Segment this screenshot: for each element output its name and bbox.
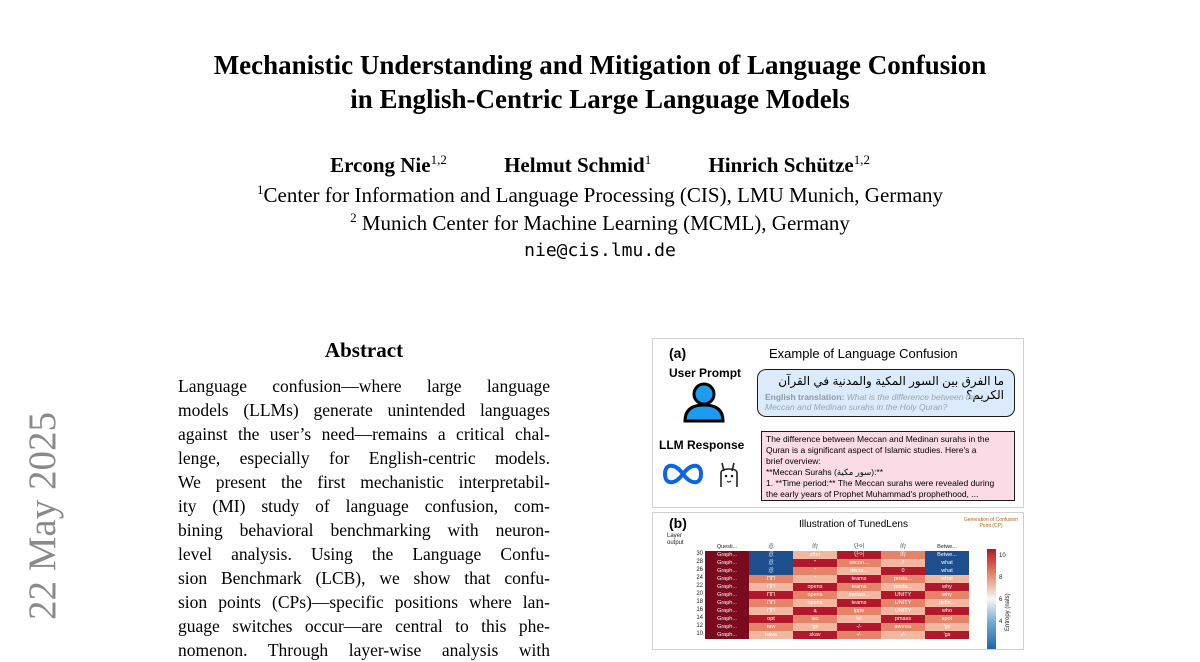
abstract-line: level analysis. Using the Language Confu-	[178, 544, 550, 564]
heatmap-cell: why	[925, 591, 969, 599]
user-icon	[681, 381, 727, 423]
heatmap-column-label: 意	[749, 543, 793, 551]
heatmap-cell: secon...	[837, 559, 881, 567]
heatmap-cell: 'gs	[925, 623, 969, 631]
heatmap-cell: -/-	[881, 631, 925, 639]
heatmap-cell: Graph...	[705, 631, 749, 639]
heatmap-column-label: 的	[881, 543, 925, 551]
heatmap-cell: spot	[925, 615, 969, 623]
author-2-affil: 1	[644, 152, 652, 167]
heatmap-row	[705, 591, 969, 599]
heatmap-cell: 'gs	[793, 623, 837, 631]
heatmap-cell: Betwe...	[925, 551, 969, 559]
heatmap-cell: "	[793, 559, 837, 567]
heatmap-cell: 意	[749, 559, 793, 567]
llm-response-label: LLM Response	[659, 438, 745, 452]
heatmap-row-label: 14	[696, 615, 703, 621]
heatmap-cell: 的	[881, 551, 925, 559]
heatmap-cell: ippe	[837, 607, 881, 615]
abstract-line: sion Benchmark (LCB), we show that confu-	[178, 568, 550, 588]
heatmap-cell: Graph...	[705, 615, 749, 623]
arxiv-date-stamp: 22 May 2025	[21, 412, 64, 620]
abstract-line: We present the first mechanistic interpretabil-	[178, 472, 550, 492]
heatmap-cell: what	[925, 567, 969, 575]
heatmap-column-label: Questi...	[705, 543, 749, 551]
paper-title	[0, 48, 1200, 116]
abstract-line: ity (MI) study of language confusion, com-	[178, 496, 550, 516]
heatmap-row	[705, 599, 969, 607]
colorbar-label: Entropy (nats)	[1005, 593, 1011, 631]
panel-b-title: Illustration of TunedLens	[799, 519, 908, 530]
affiliation-1-text: Center for Information and Language Processing (CIS), LMU Munich, Germany	[263, 183, 943, 207]
heatmap-row	[705, 615, 969, 623]
heatmap-cell: nava	[749, 631, 793, 639]
heatmap-row-label: 10	[696, 631, 703, 637]
heatmap-cell: Graph...	[705, 623, 749, 631]
abstract-line: against the user’s need—remains a critical chal-	[178, 424, 550, 444]
affiliation-2-text: Munich Center for Machine Learning (MCML), Germany	[356, 211, 850, 235]
heatmap-cell: Graph...	[705, 567, 749, 575]
heatmap-cell: who	[925, 607, 969, 615]
author-3	[708, 153, 870, 177]
figure-panel-b	[652, 512, 1024, 650]
arabic-prompt: ما الفرق بين السور المكية والمدنية في القرآن الكريم؟	[778, 374, 1004, 402]
colorbar-tick: 4	[999, 619, 1003, 625]
heatmap-row-label: 16	[696, 607, 703, 613]
colorbar-tick: 10	[999, 553, 1006, 559]
heatmap-row-label: 30	[696, 551, 703, 557]
heatmap-cell: 意	[749, 567, 793, 575]
figure-1	[652, 338, 1024, 648]
response-line: The difference between Meccan and Medinan surahs in the	[766, 434, 990, 444]
heatmap-row	[705, 575, 969, 583]
response-line: **Meccan Surahs (سور مكية):**	[766, 467, 884, 477]
heatmap-cell: postu...	[881, 583, 925, 591]
abstract-line: nomenon. Through layer-wise analysis with	[178, 640, 550, 660]
heatmap-cell: UNITY	[881, 591, 925, 599]
heatmap-cell: ПП	[749, 575, 793, 583]
tunedlens-heatmap	[705, 543, 969, 639]
heatmap-cell: UNITY	[881, 599, 925, 607]
author-3-name: Hinrich Schütze	[708, 153, 854, 177]
title-line-1: Mechanistic Understanding and Mitigation of Language Confusion	[213, 50, 987, 80]
heatmap-cell: -/-	[837, 623, 881, 631]
heatmap-row-label: 18	[696, 599, 703, 605]
heatmap-row	[705, 623, 969, 631]
entropy-colorbar	[987, 549, 996, 649]
heatmap-cell: what	[925, 575, 969, 583]
heatmap-cell: 단어	[837, 551, 881, 559]
heatmap-cell: 7	[881, 559, 925, 567]
heatmap-cell: postu...	[881, 575, 925, 583]
author-email[interactable]: nie@cis.lmu.de	[524, 240, 676, 261]
heatmap-cell: ПП	[749, 591, 793, 599]
colorbar-tick: 6	[999, 597, 1003, 603]
heatmap-cell: Graph...	[705, 591, 749, 599]
heatmap-cell: ą	[793, 607, 837, 615]
heatmap-cell: opens	[793, 591, 837, 599]
response-line: brief overview:	[766, 456, 821, 466]
figure-panel-a	[652, 338, 1024, 508]
author-3-affil: 1,2	[853, 152, 870, 167]
abstract-body	[178, 374, 550, 662]
affiliation-1-sup: 1	[257, 182, 264, 197]
heatmap-row-label: 12	[696, 623, 703, 629]
heatmap-cell: teams	[837, 583, 881, 591]
heatmap-row-label: 24	[696, 575, 703, 581]
panel-a-title: Example of Language Confusion	[769, 346, 958, 361]
heatmap-column-label: 단어	[837, 543, 881, 551]
heatmap-cell: Graph...	[705, 559, 749, 567]
heatmap-row-label: 22	[696, 583, 703, 589]
heatmap-row	[705, 551, 969, 559]
heatmap-cell: opt	[749, 615, 793, 623]
heatmap-column-label: Betwe...	[925, 543, 969, 551]
heatmap-cell: Graph...	[705, 551, 749, 559]
abstract-line: sion points (CPs)—specific positions where lan-	[178, 592, 550, 612]
affiliation-2-sup: 2	[350, 210, 357, 225]
heatmap-row	[705, 607, 969, 615]
heatmap-cell: iso	[793, 615, 837, 623]
panel-b-label: (b)	[669, 515, 687, 531]
abstract-line: lenge, especially for English-centric models.	[178, 448, 550, 468]
heatmap-cell: 'gs	[925, 631, 969, 639]
heatmap-row-label: 26	[696, 567, 703, 573]
heatmap-row-label: 28	[696, 559, 703, 565]
heatmap-cell: decor...	[837, 567, 881, 575]
heatmap-cell: skav	[793, 631, 837, 639]
heatmap-cell: awmss	[881, 623, 925, 631]
cp-annotation: Generation of Confusion Point (CP)	[963, 517, 1019, 529]
author-1-affil: 1,2	[430, 152, 447, 167]
heatmap-cell: isl	[837, 615, 881, 623]
user-prompt-bubble	[757, 369, 1015, 417]
heatmap-cell: opens	[793, 599, 837, 607]
heatmap-row	[705, 583, 969, 591]
output-axis-label: output	[667, 540, 684, 546]
translation-text: What is the difference between the Meccan and Medinan surahs in the Holy Quran?	[765, 392, 978, 412]
heatmap-cell: pmass	[881, 615, 925, 623]
abstract-line: models (LLMs) generate unintended languages	[178, 400, 550, 420]
heatmap-row	[705, 559, 969, 567]
heatmap-cell: Graph...	[705, 607, 749, 615]
author-list	[0, 152, 1200, 178]
heatmap-cell: what	[925, 559, 969, 567]
heatmap-cell: ПП	[749, 607, 793, 615]
heatmap-column-label: 的	[793, 543, 837, 551]
heatmap-cell: opens	[793, 583, 837, 591]
abstract-line: bining behavioral benchmarking with neuron-	[178, 520, 550, 540]
heatmap-cell: "	[793, 567, 837, 575]
title-line-2: in English-Centric Large Language Models	[350, 84, 850, 114]
heatmap-cell: defin...	[925, 599, 969, 607]
heatmap-cell: Graph...	[705, 575, 749, 583]
heatmap-cell: raw	[749, 623, 793, 631]
author-2-name: Helmut Schmid	[504, 153, 645, 177]
abstract-line: guage switches occur—are central to this phe-	[178, 616, 550, 636]
heatmap-header-row	[705, 543, 969, 551]
translation-label: English translation:	[765, 392, 845, 402]
heatmap-cell: UNITY	[881, 607, 925, 615]
llama-icon	[717, 459, 741, 489]
prompt-translation	[765, 392, 1007, 412]
heatmap-cell: "	[793, 575, 837, 583]
heatmap-cell: why	[925, 583, 969, 591]
user-prompt-label: User Prompt	[669, 366, 742, 380]
heatmap-cell: after	[793, 551, 837, 559]
response-line: 1. **Time period:** The Meccan surahs were revealed during	[766, 478, 995, 488]
heatmap-cell: -/-	[837, 631, 881, 639]
author-1	[330, 153, 447, 177]
heatmap-cell: ПП	[749, 599, 793, 607]
heatmap-row	[705, 631, 969, 639]
heatmap-row-label: 20	[696, 591, 703, 597]
heatmap-cell: ПП	[749, 583, 793, 591]
heatmap-cell: teams	[837, 599, 881, 607]
heatmap-cell: Graph...	[705, 599, 749, 607]
affiliation-1	[0, 182, 1200, 208]
response-line: the early years of Prophet Muhammad's prophethood, ...	[766, 489, 979, 499]
author-1-name: Ercong Nie	[330, 153, 431, 177]
meta-logo-icon	[661, 461, 705, 487]
abstract-line: Language confusion—where large language	[178, 376, 550, 396]
abstract-heading: Abstract	[324, 338, 404, 362]
response-line: Quran is a significant aspect of Islamic studies. Here's a	[766, 445, 977, 455]
affiliation-2	[0, 210, 1200, 236]
colorbar-tick: 8	[999, 575, 1003, 581]
heatmap-row	[705, 567, 969, 575]
heatmap-cell: 0	[881, 567, 925, 575]
layer-axis-label: Layer	[667, 533, 683, 539]
heatmap-cell: teams	[837, 575, 881, 583]
heatmap-cell: /netwo...	[837, 591, 881, 599]
panel-a-label: (a)	[669, 345, 687, 361]
heatmap-cell: 意	[749, 551, 793, 559]
heatmap-cell: Graph...	[705, 583, 749, 591]
author-2	[504, 153, 651, 177]
llm-response-bubble	[761, 431, 1015, 501]
